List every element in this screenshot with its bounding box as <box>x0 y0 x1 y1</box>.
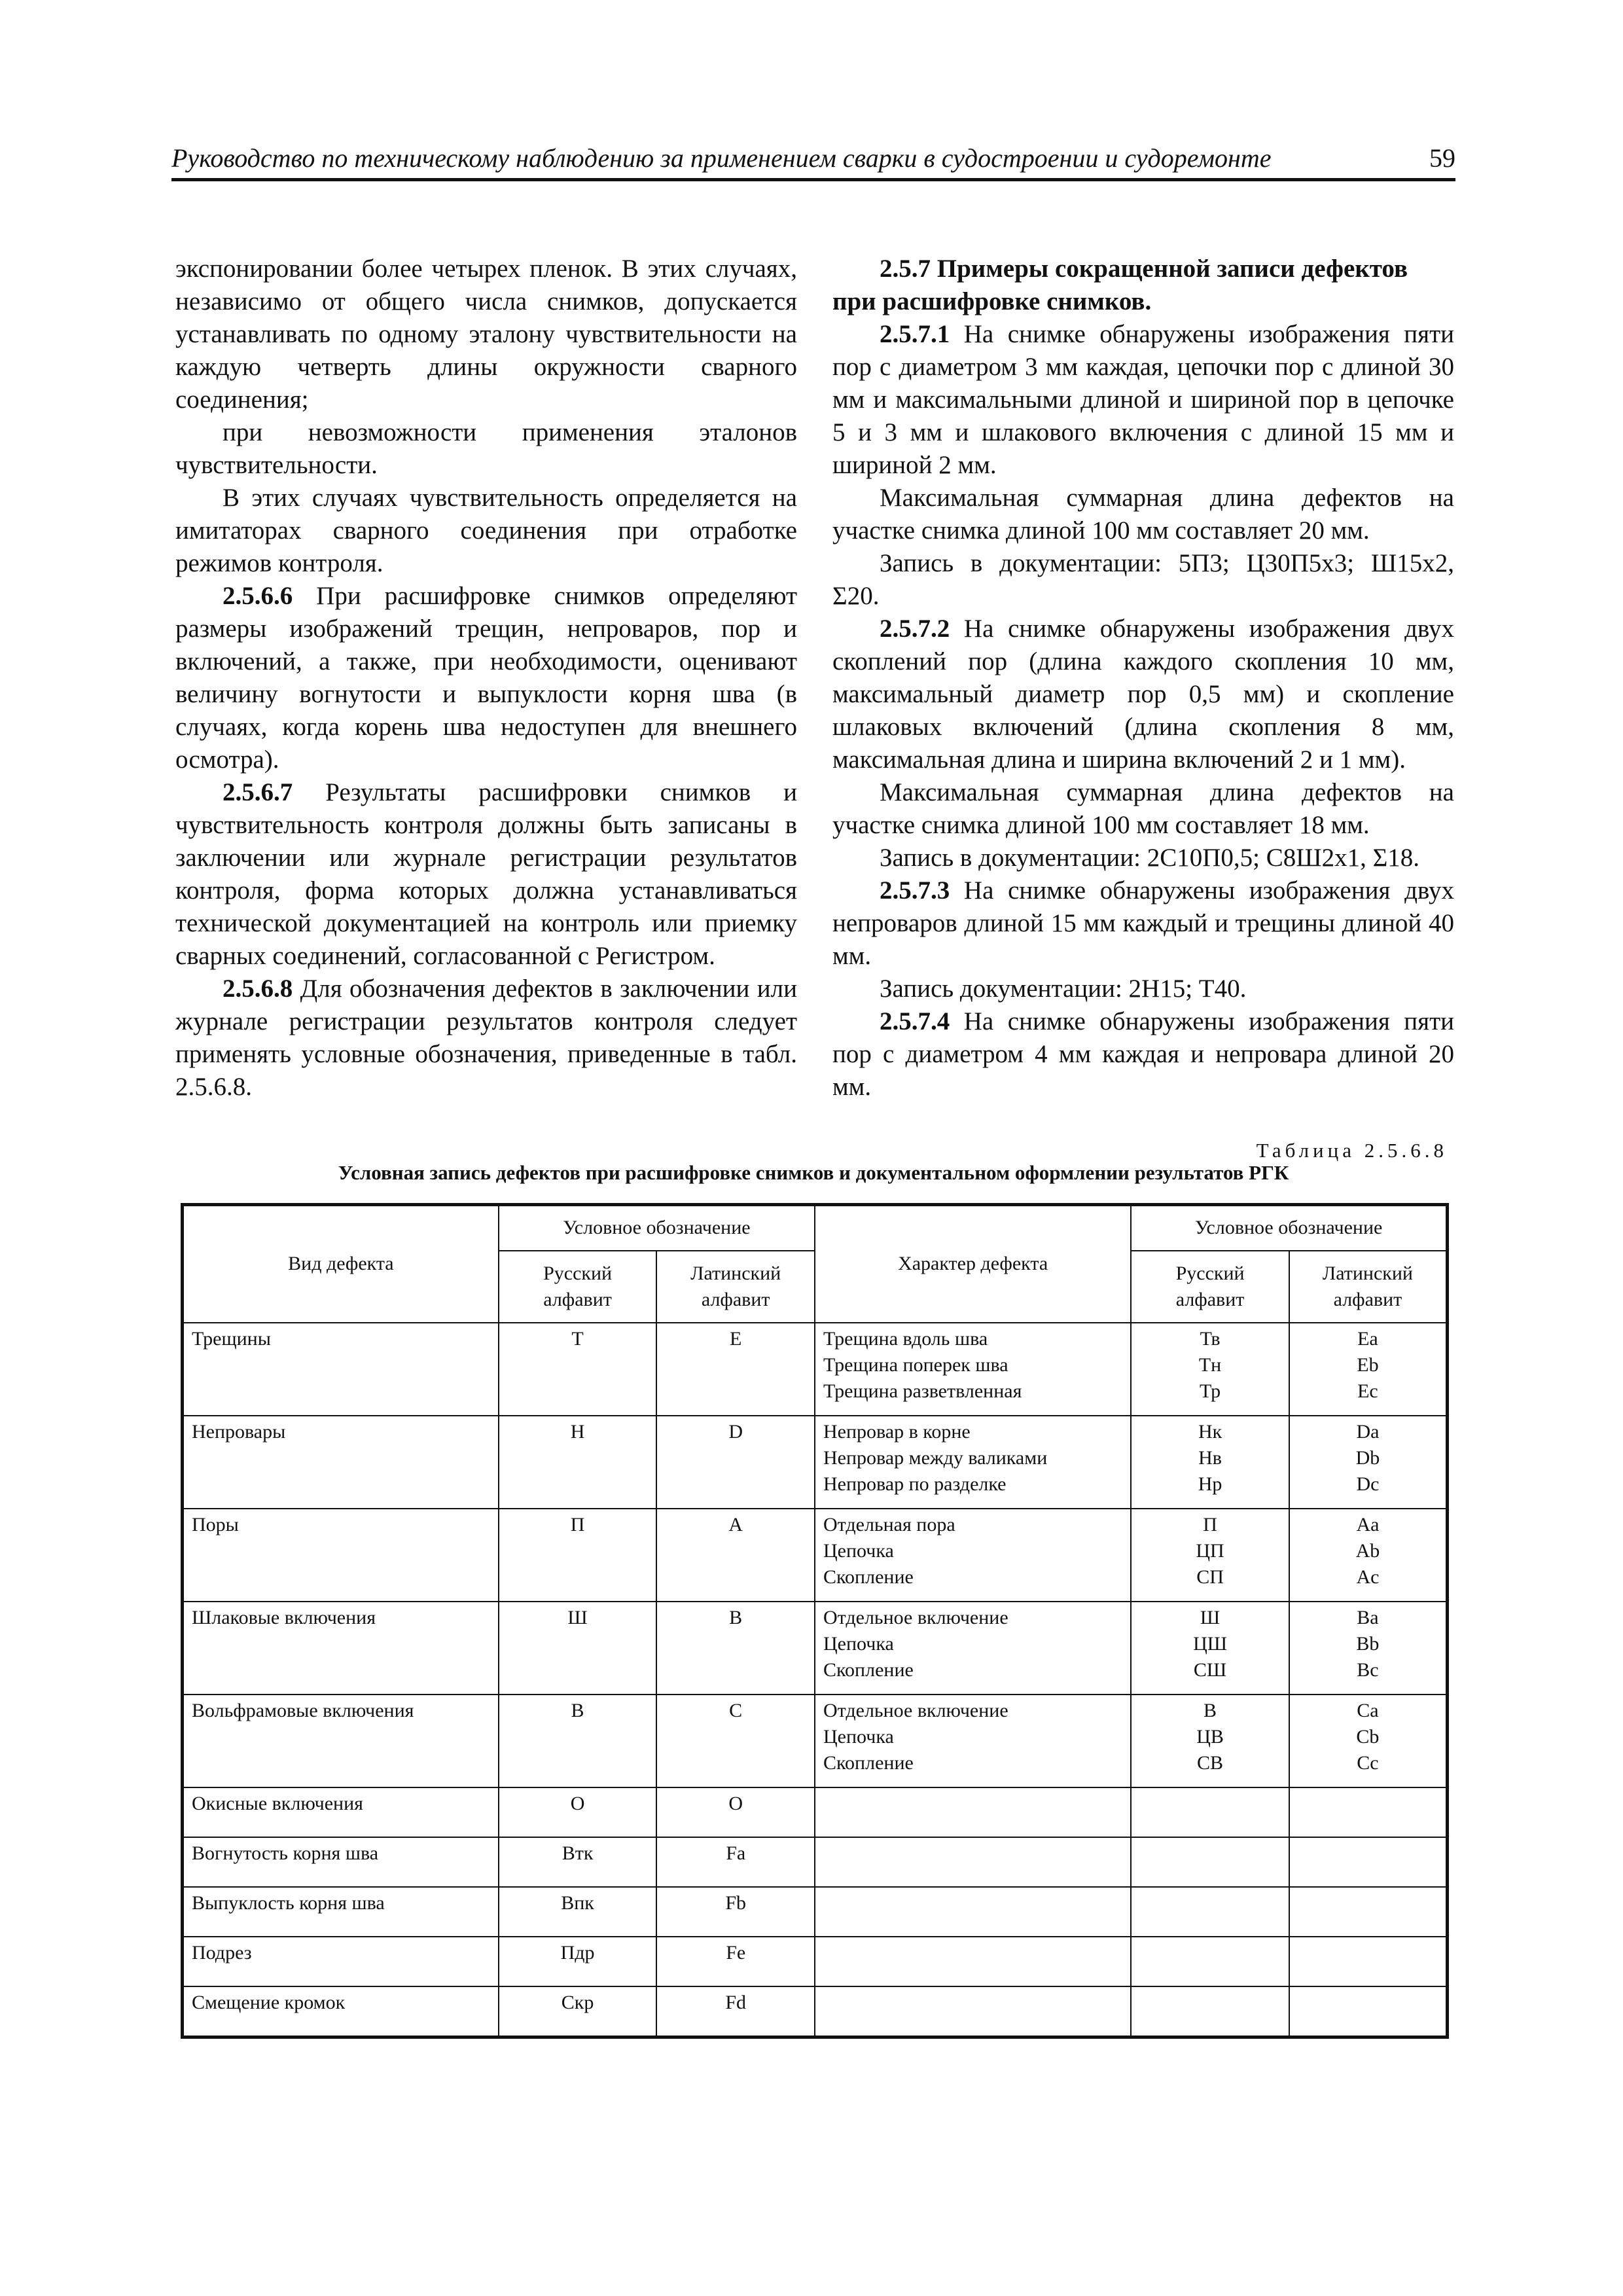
cell-russian-2 <box>1131 1837 1289 1887</box>
cell-russian: Впк <box>499 1887 657 1937</box>
cell-character-line: Трещина разветвленная <box>823 1380 1022 1402</box>
paragraph <box>832 613 1454 776</box>
cell-russian-2 <box>1131 1937 1289 1986</box>
cell-russian-2-line: Тр <box>1199 1380 1221 1402</box>
cell-russian-2-line: Нр <box>1198 1473 1222 1495</box>
paragraph-text: На снимке обнаружены изображения пяти пор с диаметром 3 мм каждая, цепочки пор с длиной 30 мм и максимальными длиной и шириной пор в цепочке 5 и 3 мм и шлакового включения с длиной 15 мм и шириной 2 мм. <box>832 320 1454 479</box>
cell-russian-2-line: Ш <box>1200 1606 1221 1628</box>
cell-latin-2-line: Dc <box>1356 1473 1380 1495</box>
cell-character <box>815 1323 1131 1416</box>
cell-russian: Ш <box>499 1602 657 1695</box>
cell-latin-2-line: Aa <box>1356 1513 1380 1535</box>
paragraph: Максимальная суммарная длина дефектов на участке снимка длиной 100 мм составляет 20 мм. <box>832 484 1454 545</box>
cell-latin: Fa <box>656 1837 815 1887</box>
cell-latin: Fb <box>656 1887 815 1937</box>
paragraph: Запись документации: 2Н15; Т40. <box>880 975 1247 1003</box>
cell-russian-2 <box>1131 1602 1289 1695</box>
cell-character-line: Непровар по разделке <box>823 1473 1007 1495</box>
cell-russian-2 <box>1131 1787 1289 1837</box>
cell-character <box>815 1837 1131 1887</box>
clause-number: 2.5.7.4 <box>880 1007 950 1035</box>
cell-character-line: Непровар между валиками <box>823 1446 1048 1469</box>
cell-russian-2 <box>1131 1887 1289 1937</box>
cell-character <box>815 1602 1131 1695</box>
table-row <box>183 1695 1448 1787</box>
cell-latin-2 <box>1289 1323 1448 1416</box>
clause-number: 2.5.6.8 <box>223 975 293 1003</box>
cell-russian-2-line: СШ <box>1193 1659 1227 1681</box>
paragraph-text: Результаты расшифровки снимков и чувствительность контроля должны быть записаны в заключении или журнале регистрации результатов контроля, форма которых должна устанавливаться технической документацией на контроль или приемку сварных соединений, согласованной с Регистром. <box>175 778 797 970</box>
cell-latin-2-line: Ac <box>1356 1566 1380 1588</box>
header-title: Руководство по техническому наблюдению за применением сварки в судостроении и судоремонте <box>171 143 1272 173</box>
cell-russian: Втк <box>499 1837 657 1887</box>
table-row <box>183 1986 1448 2037</box>
clause-number: 2.5.7.1 <box>880 320 950 348</box>
cell-latin-2-line: Ec <box>1357 1380 1378 1402</box>
cell-latin-2-line: Bc <box>1357 1659 1379 1681</box>
table-row <box>183 1937 1448 1986</box>
cell-russian-2 <box>1131 1695 1289 1787</box>
cell-character <box>815 1937 1131 1986</box>
cell-character <box>815 1416 1131 1509</box>
cell-character-line: Скопление <box>823 1659 914 1681</box>
cell-russian-2-line: Тв <box>1200 1327 1221 1350</box>
clause-number: 2.5.6.7 <box>223 778 293 806</box>
header-defect-type: Вид дефекта <box>183 1205 499 1323</box>
table-row <box>183 1509 1448 1602</box>
cell-defect-type: Вогнутость корня шва <box>183 1837 499 1887</box>
cell-character-line: Скопление <box>823 1751 914 1774</box>
cell-character-line: Отдельная пора <box>823 1513 955 1535</box>
clause-number: 2.5.6.6 <box>223 582 293 610</box>
paragraph <box>832 1005 1454 1103</box>
cell-latin-2-line: Cc <box>1357 1751 1379 1774</box>
right-column <box>832 253 1454 1103</box>
paragraph-text: Для обозначения дефектов в заключении или журнале регистрации результатов контроля следует применять условные обозначения, приведенные в табл. 2.5.6.8. <box>175 975 797 1101</box>
cell-latin-2 <box>1289 1986 1448 2037</box>
paragraph-text: На снимке обнаружены изображения двух непроваров длиной 15 мм каждый и трещины длиной 40 мм. <box>832 876 1454 970</box>
cell-character-line: Отдельное включение <box>823 1699 1008 1721</box>
cell-russian-2-line: В <box>1204 1699 1217 1721</box>
cell-latin-2-line: Ba <box>1357 1606 1379 1628</box>
cell-latin-2-line: Bb <box>1356 1632 1380 1655</box>
cell-russian-2-line: Нк <box>1198 1420 1222 1443</box>
cell-russian: Скр <box>499 1986 657 2037</box>
cell-russian-2 <box>1131 1509 1289 1602</box>
cell-character <box>815 1695 1131 1787</box>
cell-latin: Fd <box>656 1986 815 2037</box>
cell-russian-2-line: ЦП <box>1196 1539 1224 1562</box>
cell-latin: A <box>656 1509 815 1602</box>
paragraph <box>175 973 797 1103</box>
defects-table <box>181 1203 1449 2039</box>
table-number: Таблица 2.5.6.8 <box>1256 1139 1448 1162</box>
header-russian: Русский алфавит <box>499 1251 657 1323</box>
paragraph <box>832 318 1454 482</box>
cell-character-line: Отдельное включение <box>823 1606 1008 1628</box>
header-latin: Латинский алфавит <box>656 1251 815 1323</box>
cell-russian: В <box>499 1695 657 1787</box>
cell-russian: Н <box>499 1416 657 1509</box>
cell-defect-type: Выпуклость корня шва <box>183 1887 499 1937</box>
cell-defect-type: Смещение кромок <box>183 1986 499 2037</box>
cell-russian-2-line: ЦШ <box>1193 1632 1228 1655</box>
table-row <box>183 1887 1448 1937</box>
cell-latin-2 <box>1289 1509 1448 1602</box>
cell-russian-2-line: Тн <box>1198 1354 1222 1376</box>
cell-latin-2-line: Cb <box>1356 1725 1380 1748</box>
cell-russian-2-line: Нв <box>1198 1446 1222 1469</box>
paragraph-text: На снимке обнаружены изображения пяти пор с диаметром 4 мм каждая и непровара длиной 20 мм. <box>832 1007 1454 1101</box>
cell-russian: Пдр <box>499 1937 657 1986</box>
cell-latin-2 <box>1289 1416 1448 1509</box>
paragraph: Запись в документации: 5П3; Ц30П5х3; Ш15х2, Σ20. <box>832 549 1454 610</box>
paragraph: Максимальная суммарная длина дефектов на участке снимка длиной 100 мм составляет 18 мм. <box>832 778 1454 839</box>
paragraph <box>175 580 797 776</box>
cell-latin-2 <box>1289 1937 1448 1986</box>
table-row <box>183 1602 1448 1695</box>
cell-latin-2 <box>1289 1887 1448 1937</box>
cell-defect-type: Непровары <box>183 1416 499 1509</box>
cell-character-line: Трещина вдоль шва <box>823 1327 988 1350</box>
cell-russian-2 <box>1131 1416 1289 1509</box>
cell-latin: C <box>656 1695 815 1787</box>
table-row <box>183 1787 1448 1837</box>
paragraph <box>175 776 797 973</box>
cell-russian-2-line: ЦВ <box>1196 1725 1224 1748</box>
paragraph: при невозможности применения эталонов чувствительности. <box>175 418 797 479</box>
cell-russian-2 <box>1131 1323 1289 1416</box>
cell-defect-type: Шлаковые включения <box>183 1602 499 1695</box>
section-heading: 2.5.7 Примеры сокращенной записи дефектов при расшифровке снимков. <box>832 255 1408 315</box>
paragraph-text: При расшифровке снимков определяют размеры изображений трещин, непроваров, пор и включений, а также, при необходимости, оценивают величину вогнутости и выпуклости корня шва (в случаях, когда корень шва недоступен для внешнего осмотра). <box>175 582 797 774</box>
paragraph <box>832 874 1454 973</box>
cell-latin: B <box>656 1602 815 1695</box>
cell-latin-2 <box>1289 1602 1448 1695</box>
cell-latin-2-line: Ea <box>1357 1327 1378 1350</box>
cell-character-line: Цепочка <box>823 1725 894 1748</box>
header-designation-2: Условное обозначение <box>1131 1205 1447 1251</box>
cell-latin-2 <box>1289 1837 1448 1887</box>
cell-latin-2 <box>1289 1787 1448 1837</box>
table-body <box>183 1323 1448 2037</box>
cell-russian-2 <box>1131 1986 1289 2037</box>
paragraph: экспонировании более четырех пленок. В этих случаях, независимо от общего числа снимков, допускается устанавливать по одному эталону чувствительности на каждую четверть длины окружности сварного соединения; <box>175 255 797 414</box>
cell-defect-type: Вольфрамовые включения <box>183 1695 499 1787</box>
header-latin-2: Латинский алфавит <box>1289 1251 1448 1323</box>
cell-latin-2-line: Db <box>1355 1446 1380 1469</box>
cell-character-line: Цепочка <box>823 1632 894 1655</box>
cell-latin-2-line: Da <box>1356 1420 1380 1443</box>
clause-number: 2.5.7.3 <box>880 876 950 905</box>
cell-latin-2-line: Ca <box>1357 1699 1379 1721</box>
cell-latin: Fe <box>656 1937 815 1986</box>
cell-russian: О <box>499 1787 657 1837</box>
header-designation: Условное обозначение <box>499 1205 815 1251</box>
cell-russian-2-line: СП <box>1196 1566 1224 1588</box>
cell-defect-type: Окисные включения <box>183 1787 499 1837</box>
cell-character <box>815 1887 1131 1937</box>
cell-russian-2-line: СВ <box>1197 1751 1224 1774</box>
cell-character <box>815 1787 1131 1837</box>
cell-character-line: Трещина поперек шва <box>823 1354 1008 1376</box>
running-header <box>171 143 1455 181</box>
cell-character-line: Непровар в корне <box>823 1420 971 1443</box>
table-caption: Условная запись дефектов при расшифровке снимков и документальном оформлении результатов РГК <box>338 1161 1289 1184</box>
cell-defect-type: Поры <box>183 1509 499 1602</box>
cell-latin: E <box>656 1323 815 1416</box>
cell-character <box>815 1509 1131 1602</box>
table-row <box>183 1837 1448 1887</box>
left-column <box>175 253 797 1103</box>
cell-russian: Т <box>499 1323 657 1416</box>
paragraph-text: На снимке обнаружены изображения двух скоплений пор (длина каждого скопления 10 мм, максимальный диаметр пор 0,5 мм) и скопление шлаковых включений (длина скопления 8 мм, максимальная длина и ширина включений 2 и 1 мм). <box>832 615 1454 774</box>
cell-latin-2 <box>1289 1695 1448 1787</box>
cell-defect-type: Трещины <box>183 1323 499 1416</box>
cell-defect-type: Подрез <box>183 1937 499 1986</box>
header-russian-2: Русский алфавит <box>1131 1251 1289 1323</box>
cell-character <box>815 1986 1131 2037</box>
cell-latin-2-line: Eb <box>1357 1354 1379 1376</box>
header-character: Характер дефекта <box>815 1205 1131 1323</box>
paragraph: В этих случаях чувствительность определяется на имитаторах сварного соединения при отработке режимов контроля. <box>175 484 797 577</box>
cell-latin-2-line: Ab <box>1355 1539 1380 1562</box>
cell-russian-2-line: П <box>1203 1513 1217 1535</box>
page-number: 59 <box>1429 143 1455 173</box>
clause-number: 2.5.7.2 <box>880 615 950 643</box>
cell-latin: O <box>656 1787 815 1837</box>
table-row <box>183 1323 1448 1416</box>
cell-character-line: Скопление <box>823 1566 914 1588</box>
cell-latin: D <box>656 1416 815 1509</box>
table-row <box>183 1416 1448 1509</box>
paragraph: Запись в документации: 2С10П0,5; С8Ш2х1, Σ18. <box>880 844 1420 872</box>
cell-character-line: Цепочка <box>823 1539 894 1562</box>
cell-russian: П <box>499 1509 657 1602</box>
